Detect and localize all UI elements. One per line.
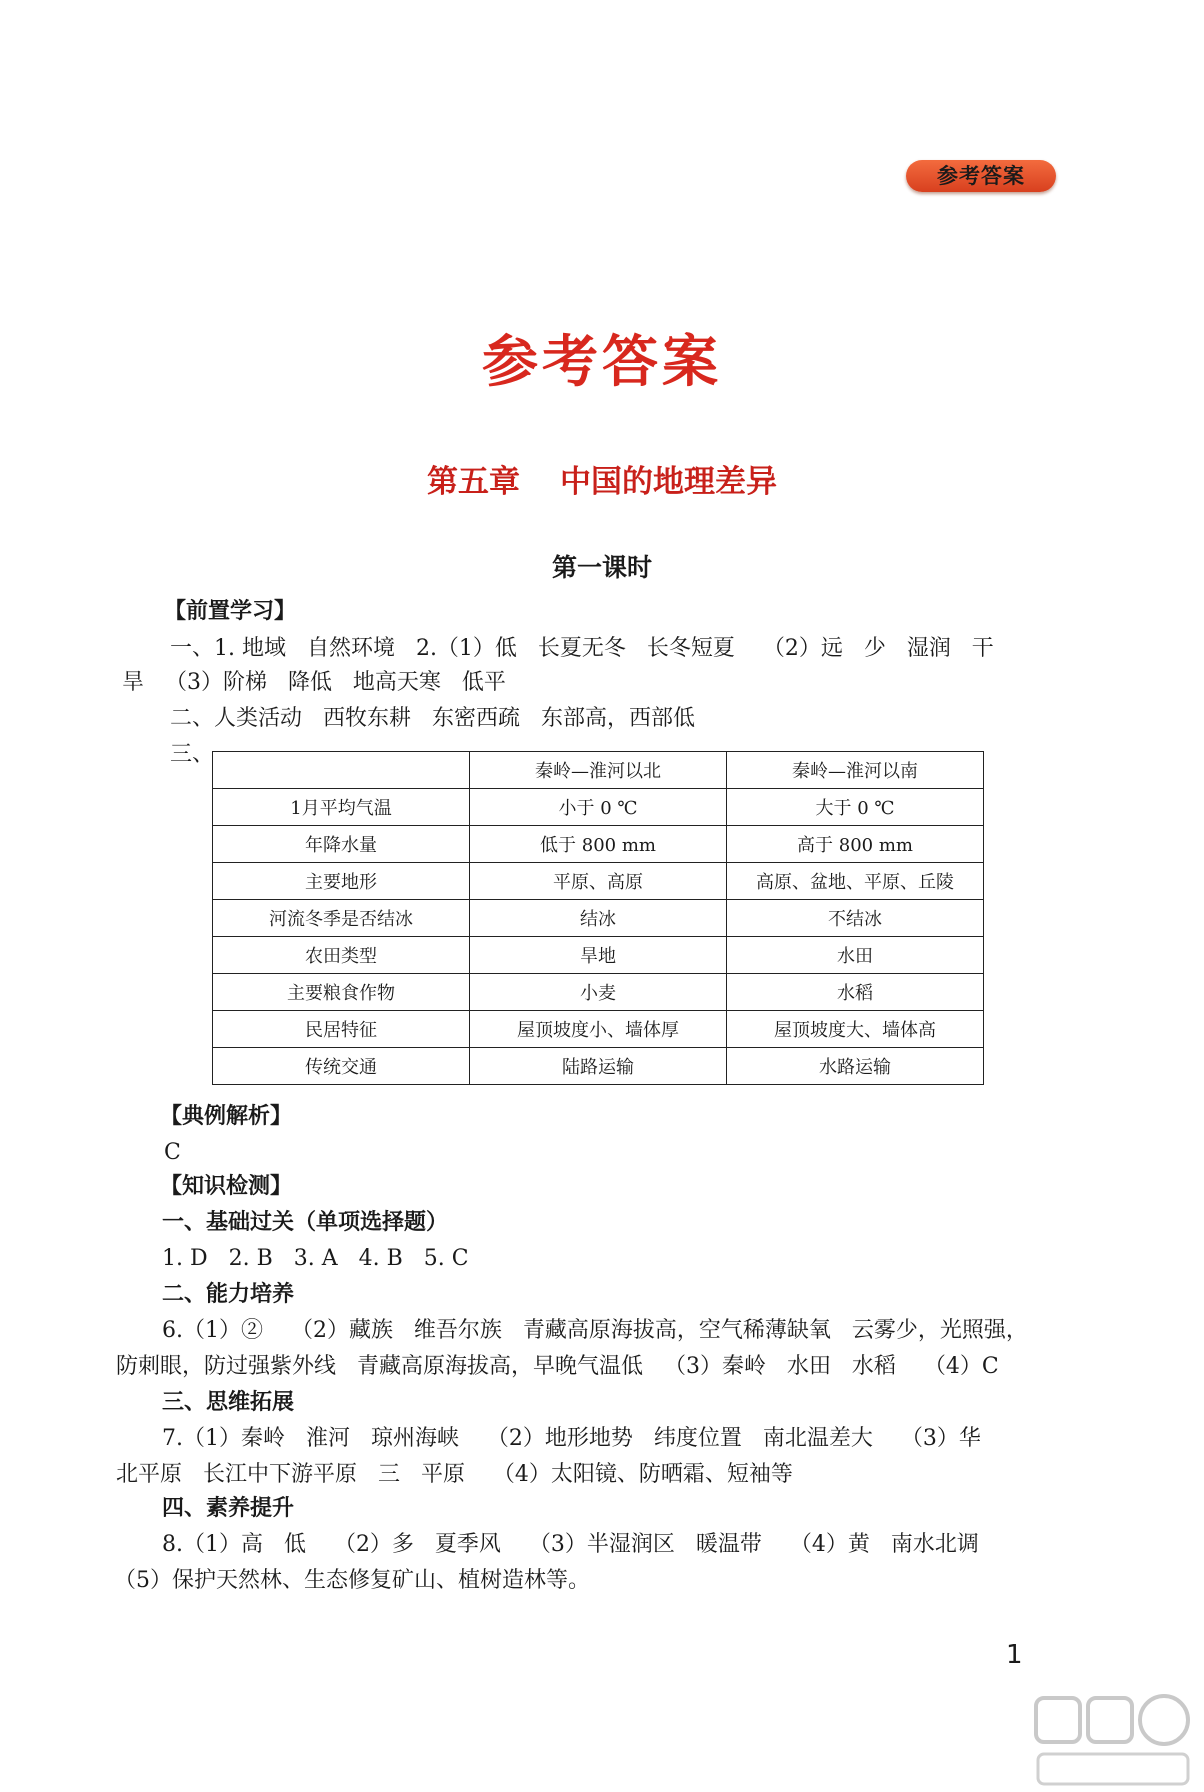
- table-cell: 水稻: [727, 974, 984, 1011]
- table-cell: 年降水量: [213, 826, 470, 863]
- chapter-title: [0, 456, 1204, 501]
- example-answer: C: [164, 1140, 181, 1165]
- table-cell: 秦岭—淮河以南: [727, 752, 984, 789]
- preview-line-2: 旱 （3）阶梯 降低 地高天寒 低平: [122, 670, 506, 695]
- table-cell: 主要地形: [213, 863, 470, 900]
- preview-line-1: 一、1. 地域 自然环境 2.（1）低 长夏无冬 长冬短夏 （2）远 少 湿润 干: [170, 636, 994, 661]
- table-row: [213, 789, 984, 826]
- basic-answers: 1. D 2. B 3. A 4. B 5. C: [162, 1246, 469, 1271]
- table-cell: 不结冰: [727, 900, 984, 937]
- table-cell: 农田类型: [213, 937, 470, 974]
- page-title: 参考答案: [482, 330, 722, 395]
- table-row: [213, 900, 984, 937]
- basic-title: 一、基础过关（单项选择题）: [162, 1210, 449, 1235]
- table-cell: 小于 0 ℃: [470, 789, 727, 826]
- table-cell: 高原、盆地、平原、丘陵: [727, 863, 984, 900]
- table-row: [213, 1048, 984, 1085]
- chapter-name: 中国的地理差异: [560, 464, 777, 500]
- ability-line-2: 防刺眼，防过强紫外线 青藏高原海拔高，早晚气温低 （3）秦岭 水田 水稻 （4）C: [116, 1354, 999, 1379]
- table-row: [213, 863, 984, 900]
- table-row: [213, 826, 984, 863]
- lesson-title: 第一课时: [551, 553, 652, 582]
- literacy-line-2: （5）保护天然林、生态修复矿山、植树造林等。: [114, 1568, 590, 1593]
- table-row: [213, 937, 984, 974]
- preview-line-4: 三、: [170, 742, 215, 767]
- table-cell: 秦岭—淮河以北: [470, 752, 727, 789]
- table-cell: 水田: [727, 937, 984, 974]
- table-cell: 平原、高原: [470, 863, 727, 900]
- watermark-logo-icon: [1028, 1688, 1198, 1792]
- literacy-line-1: 8.（1）高 低 （2）多 夏季风 （3）半湿润区 暖温带 （4）黄 南水北调: [162, 1532, 979, 1557]
- table-cell: 旱地: [470, 937, 727, 974]
- page-number: 1: [1006, 1640, 1023, 1670]
- table-cell: 高于 800 mm: [727, 826, 984, 863]
- thinking-line-2: 北平原 长江中下游平原 三 平原 （4）太阳镜、防晒霜、短袖等: [116, 1462, 793, 1487]
- comparison-table: [212, 751, 984, 1085]
- table-header-row: [213, 752, 984, 789]
- literacy-title: 四、素养提升: [162, 1496, 295, 1521]
- table-cell: 屋顶坡度大、墙体高: [727, 1011, 984, 1048]
- ability-title: 二、能力培养: [162, 1282, 295, 1307]
- preview-heading: 【前置学习】: [164, 599, 297, 624]
- table-cell: 陆路运输: [470, 1048, 727, 1085]
- table-cell: 低于 800 mm: [470, 826, 727, 863]
- table-cell: 大于 0 ℃: [727, 789, 984, 826]
- table-cell: 传统交通: [213, 1048, 470, 1085]
- table-cell: 1月平均气温: [213, 789, 470, 826]
- table-row: [213, 974, 984, 1011]
- chapter-number: 第五章: [427, 464, 520, 500]
- table-cell: 河流冬季是否结冰: [213, 900, 470, 937]
- table-cell: [213, 752, 470, 789]
- table-cell: 屋顶坡度小、墙体厚: [470, 1011, 727, 1048]
- check-heading: 【知识检测】: [160, 1174, 293, 1199]
- ability-line-1: 6.（1）② （2）藏族 维吾尔族 青藏高原海拔高，空气稀薄缺氧 云雾少，光照强，: [162, 1318, 1028, 1343]
- thinking-line-1: 7.（1）秦岭 淮河 琼州海峡 （2）地形地势 纬度位置 南北温差大 （3）华: [162, 1426, 981, 1451]
- table-cell: 结冰: [470, 900, 727, 937]
- example-heading: 【典例解析】: [160, 1104, 293, 1129]
- table-cell: 小麦: [470, 974, 727, 1011]
- table-cell: 民居特征: [213, 1011, 470, 1048]
- thinking-title: 三、思维拓展: [162, 1390, 295, 1415]
- table-cell: 水路运输: [727, 1048, 984, 1085]
- section-badge: 参考答案: [906, 160, 1056, 192]
- preview-line-3: 二、人类活动 西牧东耕 东密西疏 东部高，西部低: [170, 706, 695, 731]
- table-cell: 主要粮食作物: [213, 974, 470, 1011]
- table-row: [213, 1011, 984, 1048]
